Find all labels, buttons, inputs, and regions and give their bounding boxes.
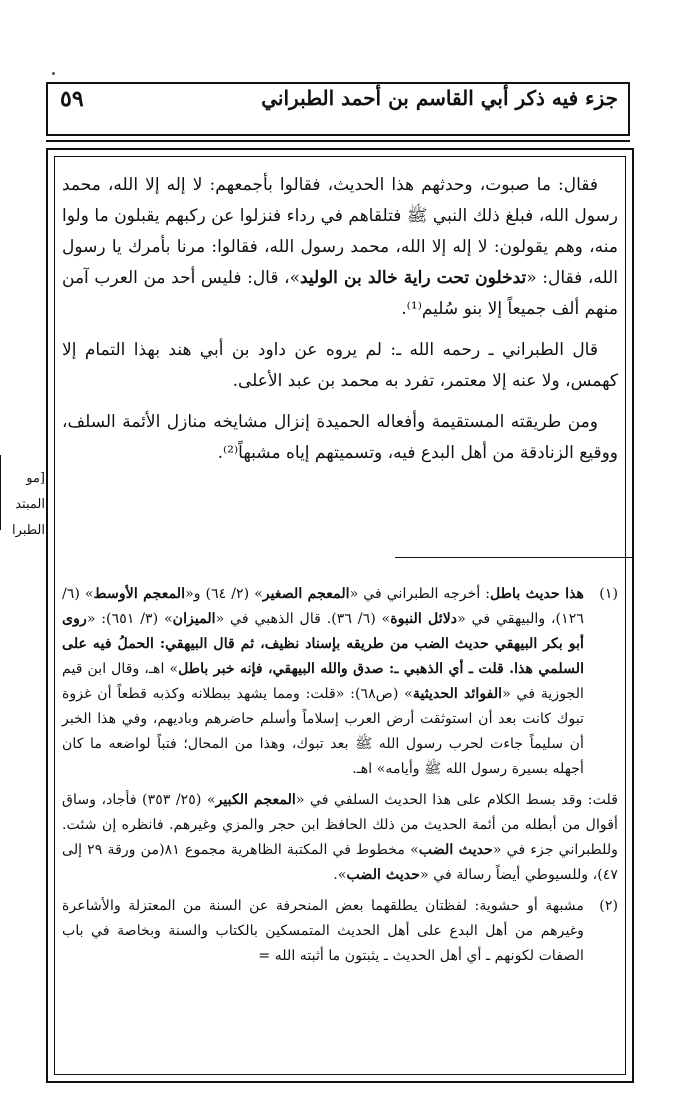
- bold-run: تدخلون تحت راية خالد بن الوليد: [299, 268, 527, 288]
- text-run: » (٦/ ١٢٦)، والبيهقي في «: [62, 586, 584, 627]
- paragraph: [62, 335, 618, 397]
- page-number: ٥٩: [60, 86, 84, 112]
- footnote: [62, 894, 618, 969]
- footnote-continuation: [62, 788, 618, 888]
- footnote-number: (١): [599, 586, 618, 602]
- bold-run: الميزان: [172, 611, 216, 627]
- text-run: » (٢٥/ ٣٥٣) فأجاد، وساق أقوال من أبطله من أئمة الحديث من ذلك الحافظ ابن حجر والمزي وغيرهم. فانظره إن شئت. وللطبراني جزء في «: [62, 792, 618, 858]
- footnote-body: [62, 582, 584, 782]
- text-run: قال الطبراني ـ رحمه الله ـ: لم يروه عن داود بن أبي هند بهذا التمام إلا كهمس، ولا عنه إلا معتمر، تفرد به محمد بن عبد الأعلى.: [62, 340, 618, 391]
- text-run: » (٢/ ٦٤) و«: [185, 586, 263, 602]
- footnote-separator: [395, 557, 633, 558]
- margin-note-line: المبتد: [15, 497, 45, 512]
- text-run: » (٣/ ٦٥١): «: [86, 611, 173, 627]
- bold-run: حديث الضب: [418, 842, 493, 858]
- bold-run: المعجم الصغير: [262, 586, 350, 602]
- footnotes: [62, 582, 618, 975]
- scan-speck: [52, 72, 55, 75]
- text-run: » (ص٦٨): «قلت: ومما يشهد ببطلانه وكذبه قطعاً أن غزوة تبوك كانت بعد أن استوثقت أرض العرب إسلاماً وأسلم حاضرهم وباديهم، وفي هذا الخبر أن سليماً جاءت لحرب رسول الله ﷺ بعد تبوك، وهذا من المحال؛ فتباً لواضعه ما كان أجهله بسيرة رسول الله ﷺ وأيامه» اهـ.: [62, 686, 584, 777]
- margin-note-line: الطبرا: [12, 523, 45, 538]
- text-run: »، قال: فليس أحد من العرب آمن منهم ألف جميعاً إلا بنو سُليم⁽¹⁾.: [62, 268, 618, 319]
- margin-note: [3, 466, 45, 544]
- bold-run: دلائل النبوة: [390, 611, 458, 627]
- running-title: جزء فيه ذكر أبي القاسم بن أحمد الطبراني: [261, 86, 618, 110]
- bold-run: روى أبو بكر البيهقي حديث الضب من طريقه بإسناد نظيف، ثم قال البيهقي: الحملُ فيه على السلمي هذا. قلت ـ أي الذهبي ـ: صدق والله البيهقي، فإنه خبر باطل: [62, 611, 585, 677]
- paragraph: [62, 407, 618, 469]
- main-text: [62, 170, 618, 479]
- text-run: فقال: ما صبوت، وحدثهم هذا الحديث، فقالوا بأجمعهم: لا إله إلا الله، محمد رسول الله، فبلغ ذلك النبي ﷺ فتلقاهم في رداء فنزلوا عن ركبهم يقبلون ما ولوا منه، وهم يقولون: لا إله إلا الله، محمد رسول الله، فقالوا: مرنا بأمرك يا رسول الله، فقال: «: [62, 175, 618, 288]
- text-run: » اهـ، وقال ابن قيم الجوزية في «: [62, 661, 584, 702]
- footnote: [62, 582, 618, 782]
- footnote-number: (٢): [599, 898, 618, 914]
- bold-run: هذا حديث باطل: [490, 586, 585, 602]
- running-header: [46, 82, 634, 140]
- paragraph: [62, 170, 618, 325]
- text-run: ».: [333, 867, 347, 883]
- margin-note-line: [مو: [26, 471, 45, 486]
- text-run: : أخرجه الطبراني في «: [349, 586, 491, 602]
- text-run: » مخطوط في المكتبة الظاهرية مجموع ٨١(من ورقة ٢٩ إلى ٤٧)، وللسيوطي أيضاً رسالة في «: [62, 842, 618, 883]
- bold-run: الفوائد الحديثية: [412, 686, 503, 702]
- bold-run: المعجم الأوسط: [93, 586, 186, 602]
- text-run: » (٦/ ٣٦). قال الذهبي في «: [215, 611, 391, 627]
- text-run: مشبهة أو حشوية: لفظتان يطلقهما بعض المنحرفة عن السنة من المعتزلة والأشاعرة وغيرهم من أهل البدع على أهل الحديث المتمسكين بالكتاب والسنة وبخاصة في باب الصفات لكونهم ـ أي أهل الحديث ـ يثبتون ما أثبته الله =: [62, 898, 584, 964]
- text-run: قلت: وقد بسط الكلام على هذا الحديث السلفي في «: [295, 792, 619, 808]
- text-run: ومن طريقته المستقيمة وأفعاله الحميدة إنزال مشايخه منازل الأئمة السلف، ووقيع الزنادقة من أهل البدع فيه، وتسميتهم إياه مشبهاً⁽²⁾.: [62, 412, 618, 463]
- footnote-body: [62, 894, 584, 969]
- bold-run: المعجم الكبير: [215, 792, 296, 808]
- bold-run: حديث الضب: [346, 867, 421, 883]
